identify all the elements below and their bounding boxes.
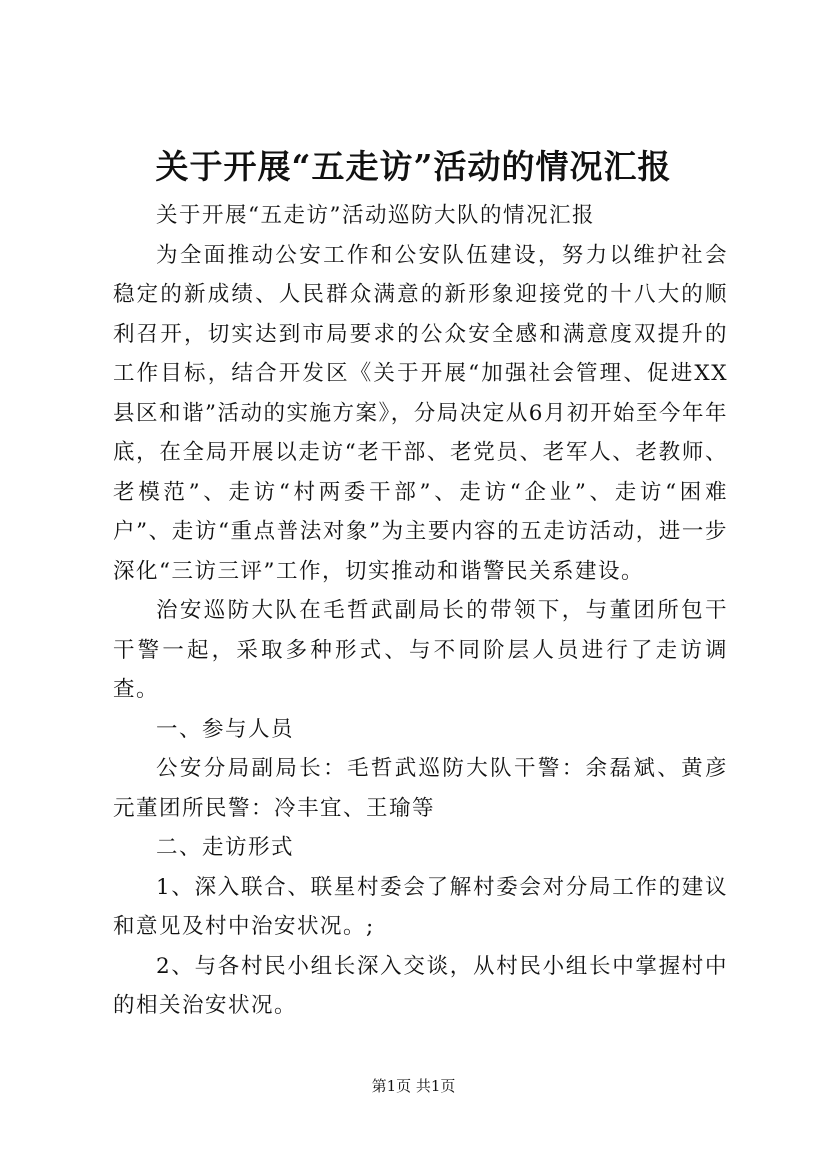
paragraph-participants: 公安分局副局长：毛哲武巡防大队干警：余磊斌、黄彦元董团所民警：冷丰宜、王瑜等: [113, 756, 728, 821]
paragraph-item-2: 2、与各村民小组长深入交谈，从村民小组长中掌握村中的相关治安状况。: [113, 953, 728, 1018]
document-body: [113, 196, 728, 1026]
paragraph-intro: 为全面推动公安工作和公安队伍建设，努力以维护社会稳定的新成绩、人民群众满意的新形象迎接党的十八大的顺利召开，切实达到市局要求的公众安全感和满意度双提升的工作目标，结合开发区《关于开展“加强社会管理、促进XX县区和谐”活动的实施方案》，分局决定从6月初开始至今年年底，在全局开展以走访“老干部、老党员、老军人、老教师、老模范”、走访“村两委干部”、走访“企业”、走访“困难户”、走访“重点普法对象”为主要内容的五走访活动，进一步深化“三访三评”工作，切实推动和谐警民关系建设。: [113, 242, 728, 584]
paragraph-subtitle: 关于开展“五走访”活动巡防大队的情况汇报: [156, 203, 595, 228]
page-footer: 第1页 共1页: [371, 1077, 456, 1095]
section-heading-visit-forms: 二、走访形式: [156, 835, 295, 860]
section-heading-participants: 一、参与人员: [156, 716, 295, 742]
paragraph-item-1: 1、深入联合、联星村委会了解村委会对分局工作的建议和意见及村中治安状况。;: [113, 874, 728, 939]
document-title: 关于开展“五走访”活动的情况汇报: [155, 147, 672, 186]
paragraph-patrol: 治安巡防大队在毛哲武副局长的带领下，与董团所包干干警一起，采取多种形式、与不同阶层人员进行了走访调查。: [113, 598, 728, 702]
